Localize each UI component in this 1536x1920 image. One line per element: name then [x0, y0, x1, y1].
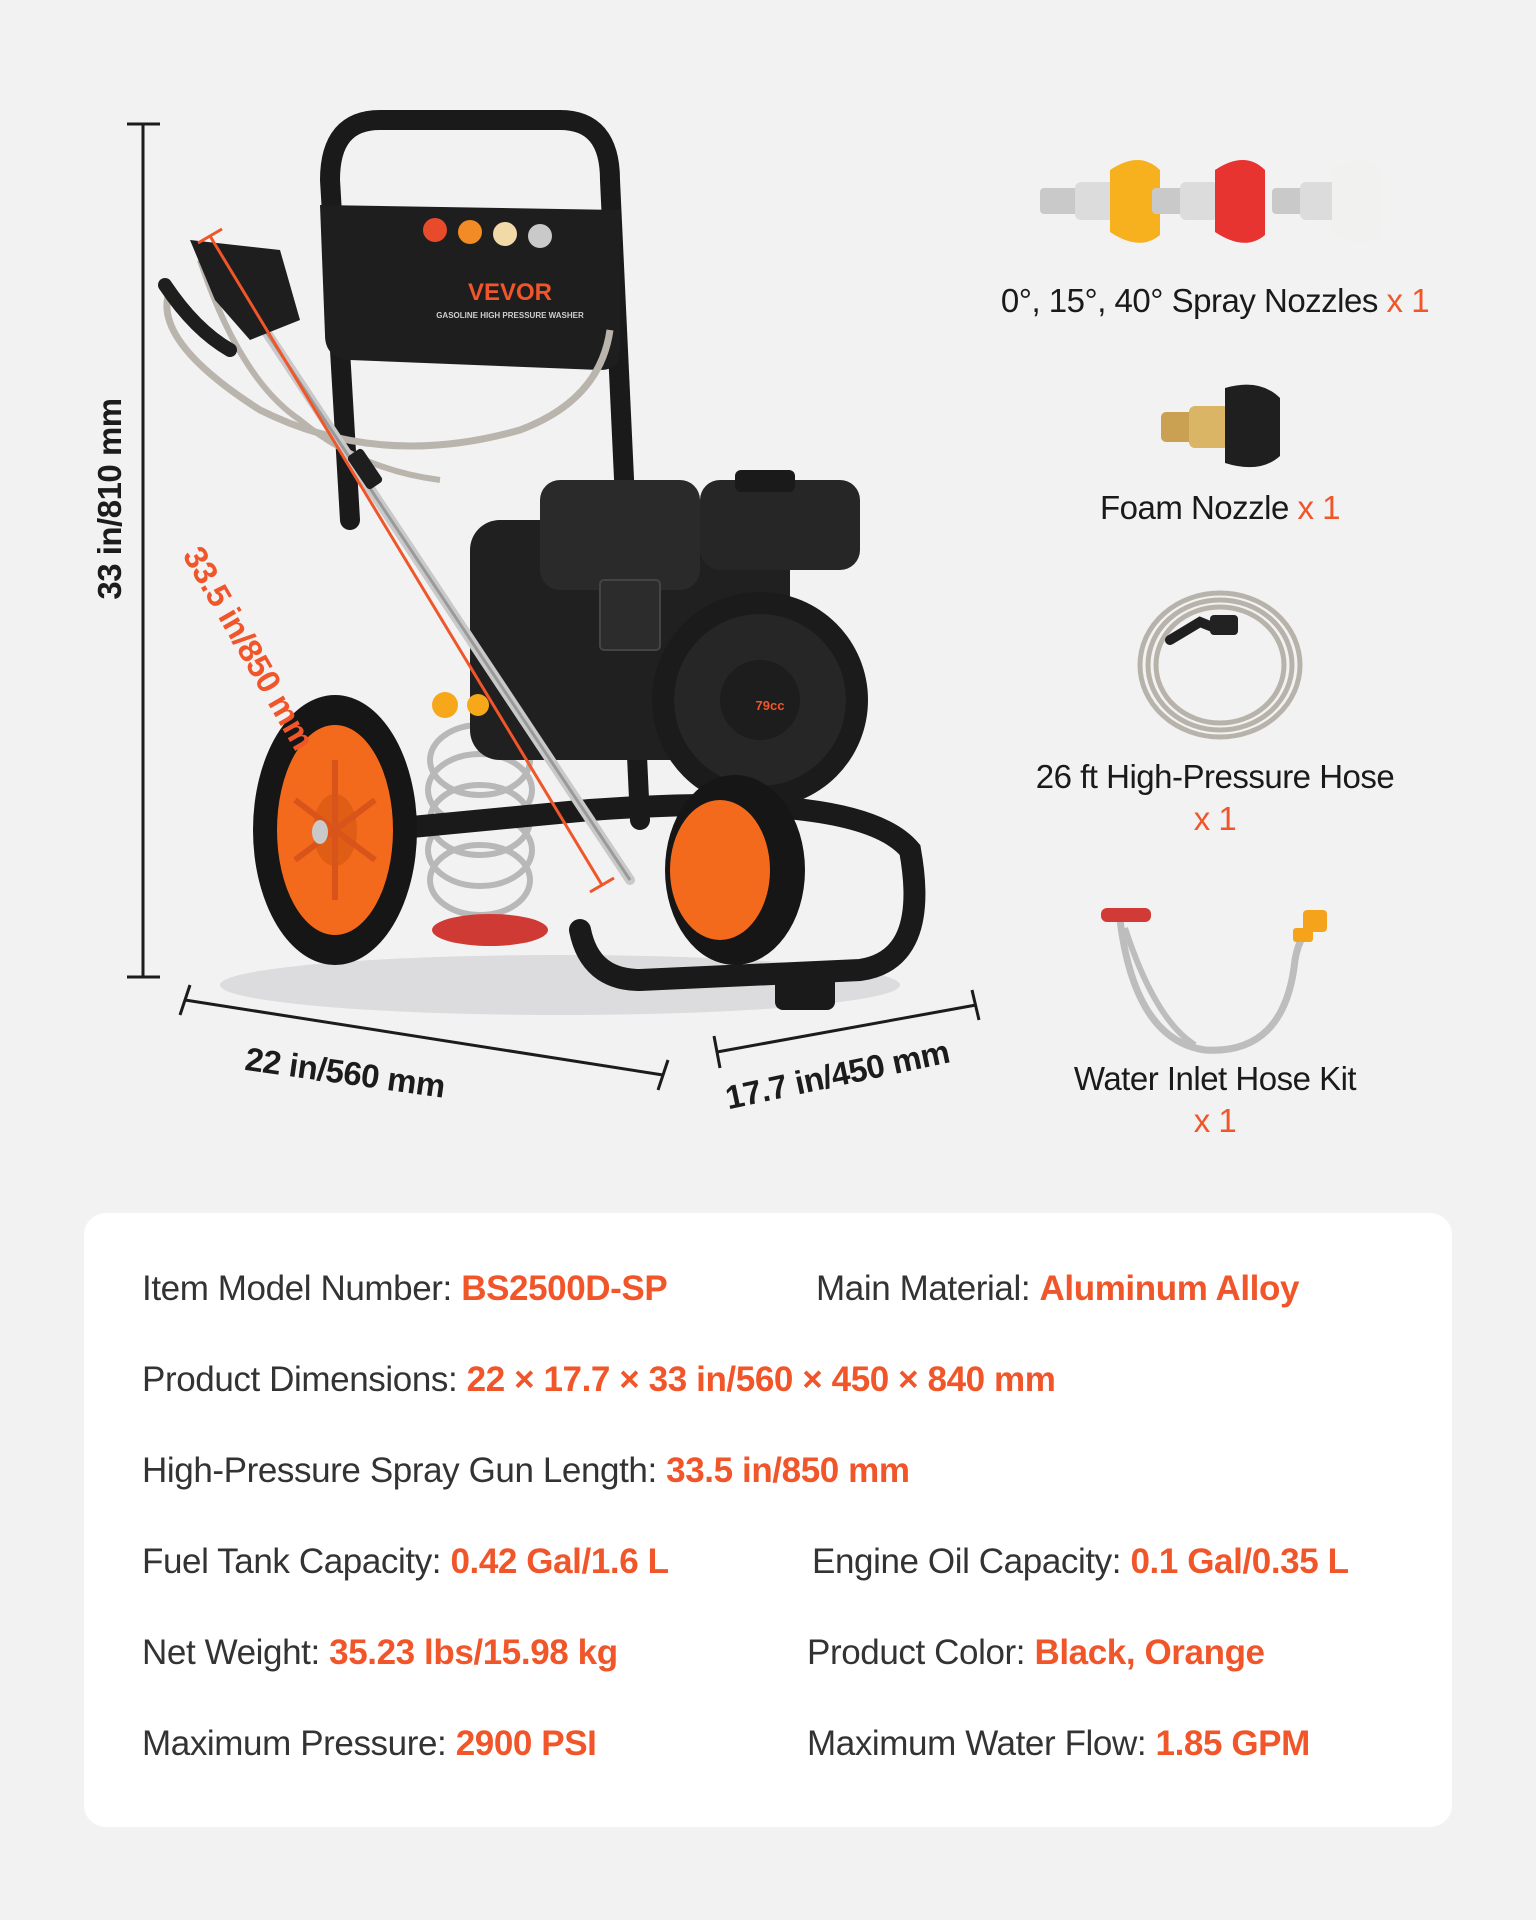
- spec-engine-oil-capacity: [812, 1542, 1349, 1582]
- engine: [470, 470, 868, 808]
- spec-value: Black, Orange: [1034, 1633, 1265, 1672]
- spray-nozzles-image: [1020, 140, 1400, 260]
- spec-label: Fuel Tank Capacity:: [142, 1542, 451, 1581]
- spec-label: Engine Oil Capacity:: [812, 1542, 1131, 1581]
- spec-label: Item Model Number:: [142, 1269, 462, 1308]
- filter-disk: [432, 914, 548, 946]
- spec-value: 0.1 Gal/0.35 L: [1130, 1542, 1349, 1581]
- spec-label: Net Weight:: [142, 1633, 330, 1672]
- accessory-name: 0°, 15°, 40° Spray Nozzles: [1000, 282, 1378, 319]
- width-dimension-label: 22 in/560 mm: [242, 1040, 448, 1105]
- height-dimension-label: 33 in/810 mm: [91, 398, 128, 600]
- spec-main-material: [816, 1269, 1299, 1309]
- gun-length-dimension-label: 33.5 in/850 mm: [175, 540, 322, 756]
- spec-value: 22 × 17.7 × 33 in/560 × 450 × 840 mm: [466, 1360, 1056, 1399]
- foam-nozzle-image: [1155, 378, 1285, 473]
- spec-value: 0.42 Gal/1.6 L: [450, 1542, 669, 1581]
- spec-model-number: [142, 1269, 667, 1309]
- accessory-name: 26 ft High-Pressure Hose: [1035, 758, 1395, 795]
- spec-gun-length: [142, 1451, 910, 1491]
- spec-label: Maximum Water Flow:: [807, 1724, 1156, 1763]
- spec-label: Product Dimensions:: [142, 1360, 467, 1399]
- spec-label: Maximum Pressure:: [142, 1724, 456, 1763]
- spec-label: High-Pressure Spray Gun Length:: [142, 1451, 667, 1490]
- water-inlet-hose-caption: [1000, 1060, 1430, 1140]
- spec-value: BS2500D-SP: [461, 1269, 668, 1308]
- accessory-name: Foam Nozzle: [1099, 489, 1289, 526]
- spec-value: 1.85 GPM: [1155, 1724, 1310, 1763]
- spec-product-color: [807, 1633, 1265, 1673]
- spec-maximum-water-flow: [807, 1724, 1310, 1764]
- spec-fuel-tank-capacity: [142, 1542, 669, 1582]
- accessory-name: Water Inlet Hose Kit: [1073, 1060, 1357, 1097]
- water-inlet-hose-image: [1095, 900, 1335, 1060]
- depth-dimension-label: 17.7 in/450 mm: [722, 1032, 953, 1117]
- high-pressure-hose-image: [1130, 580, 1310, 745]
- right-wheel: [665, 775, 805, 965]
- spec-value: 35.23 lbs/15.98 kg: [329, 1633, 618, 1672]
- foam-nozzle-caption: [1040, 489, 1400, 527]
- spec-product-dimensions: [142, 1360, 1055, 1400]
- spec-value: Aluminum Alloy: [1039, 1269, 1300, 1308]
- frame-foot: [775, 970, 835, 1010]
- spec-net-weight: [142, 1633, 618, 1673]
- accessory-qty: x 1: [1386, 282, 1430, 319]
- spray-nozzles-caption: [990, 282, 1440, 320]
- spec-maximum-pressure: [142, 1724, 597, 1764]
- accessory-qty: x 1: [1297, 489, 1341, 526]
- panel-subtitle: GASOLINE HIGH PRESSURE WASHER: [436, 311, 584, 320]
- high-pressure-hose-caption: [980, 758, 1450, 838]
- accessory-qty: x 1: [1193, 1102, 1237, 1139]
- spec-label: Product Color:: [807, 1633, 1035, 1672]
- accessory-qty: x 1: [1193, 800, 1237, 837]
- spec-label: Main Material:: [816, 1269, 1040, 1308]
- spec-value: 33.5 in/850 mm: [666, 1451, 910, 1490]
- specifications-card: [84, 1213, 1452, 1827]
- engine-badge: 79cc: [755, 698, 785, 713]
- frame-base: [380, 805, 914, 980]
- spec-value: 2900 PSI: [455, 1724, 597, 1763]
- panel-brand-logo: VEVOR: [467, 279, 553, 306]
